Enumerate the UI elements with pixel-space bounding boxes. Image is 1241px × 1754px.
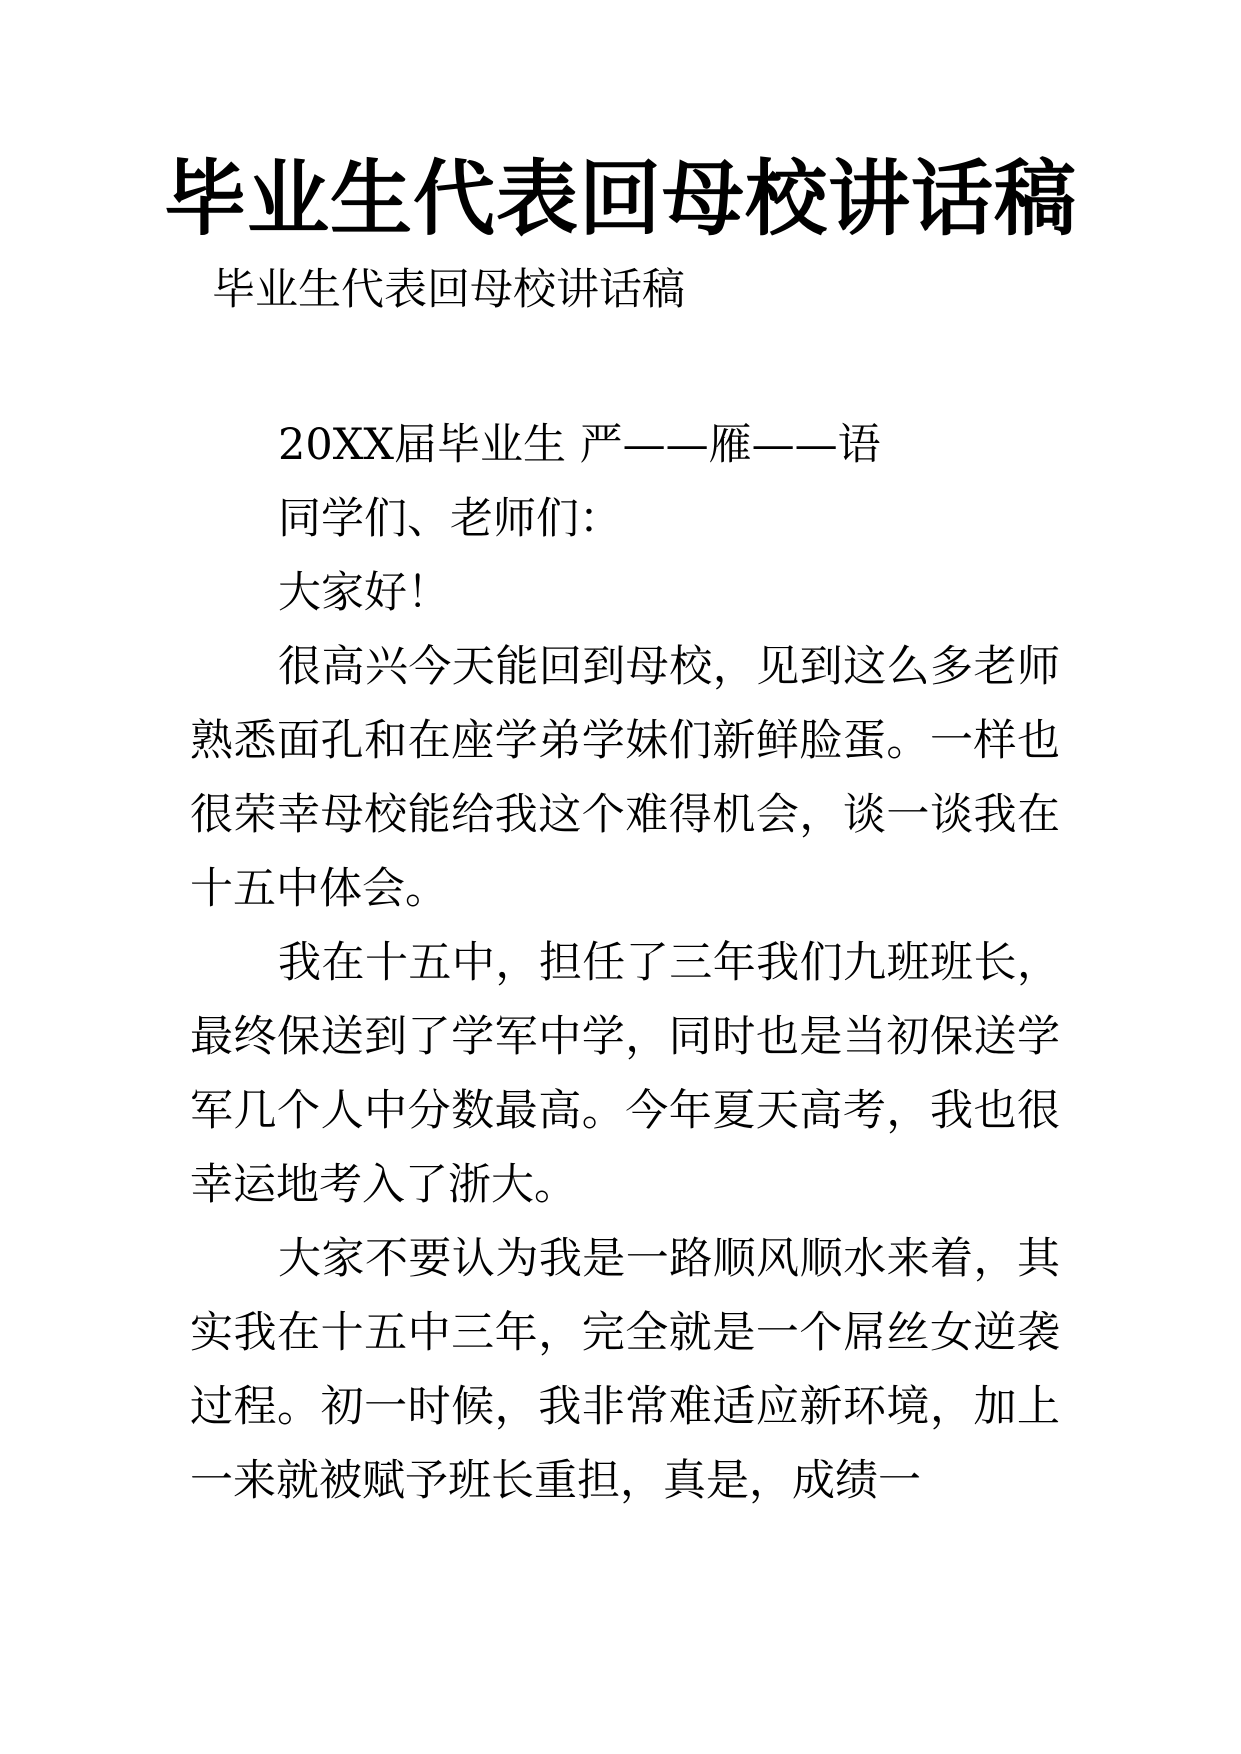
document-title: 毕业生代表回母校讲话稿	[163, 152, 1077, 247]
document-subtitle: 毕业生代表回母校讲话稿	[212, 265, 685, 315]
greeting: 大家好！	[278, 568, 450, 618]
body-paragraph: 我在十五中，担任了三年我们九班班长，最终保送到了学军中学，同时也是当初保送学军几个人中分数最高。今年夏天高考，我也很幸运地考入了浙大。	[190, 938, 1060, 1210]
document-body	[190, 408, 1060, 1518]
author-line: 20XX届毕业生 严——雁——语	[278, 420, 881, 470]
salutation: 同学们、老师们：	[278, 494, 622, 544]
body-paragraph: 很高兴今天能回到母校，见到这么多老师熟悉面孔和在座学弟学妹们新鲜脸蛋。一样也很荣幸母校能给我这个难得机会，谈一谈我在十五中体会。	[190, 642, 1060, 914]
body-paragraph: 大家不要认为我是一路顺风顺水来着，其实我在十五中三年，完全就是一个屌丝女逆袭过程。初一时候，我非常难适应新环境，加上一来就被赋予班长重担，真是，成绩一	[190, 1234, 1060, 1506]
